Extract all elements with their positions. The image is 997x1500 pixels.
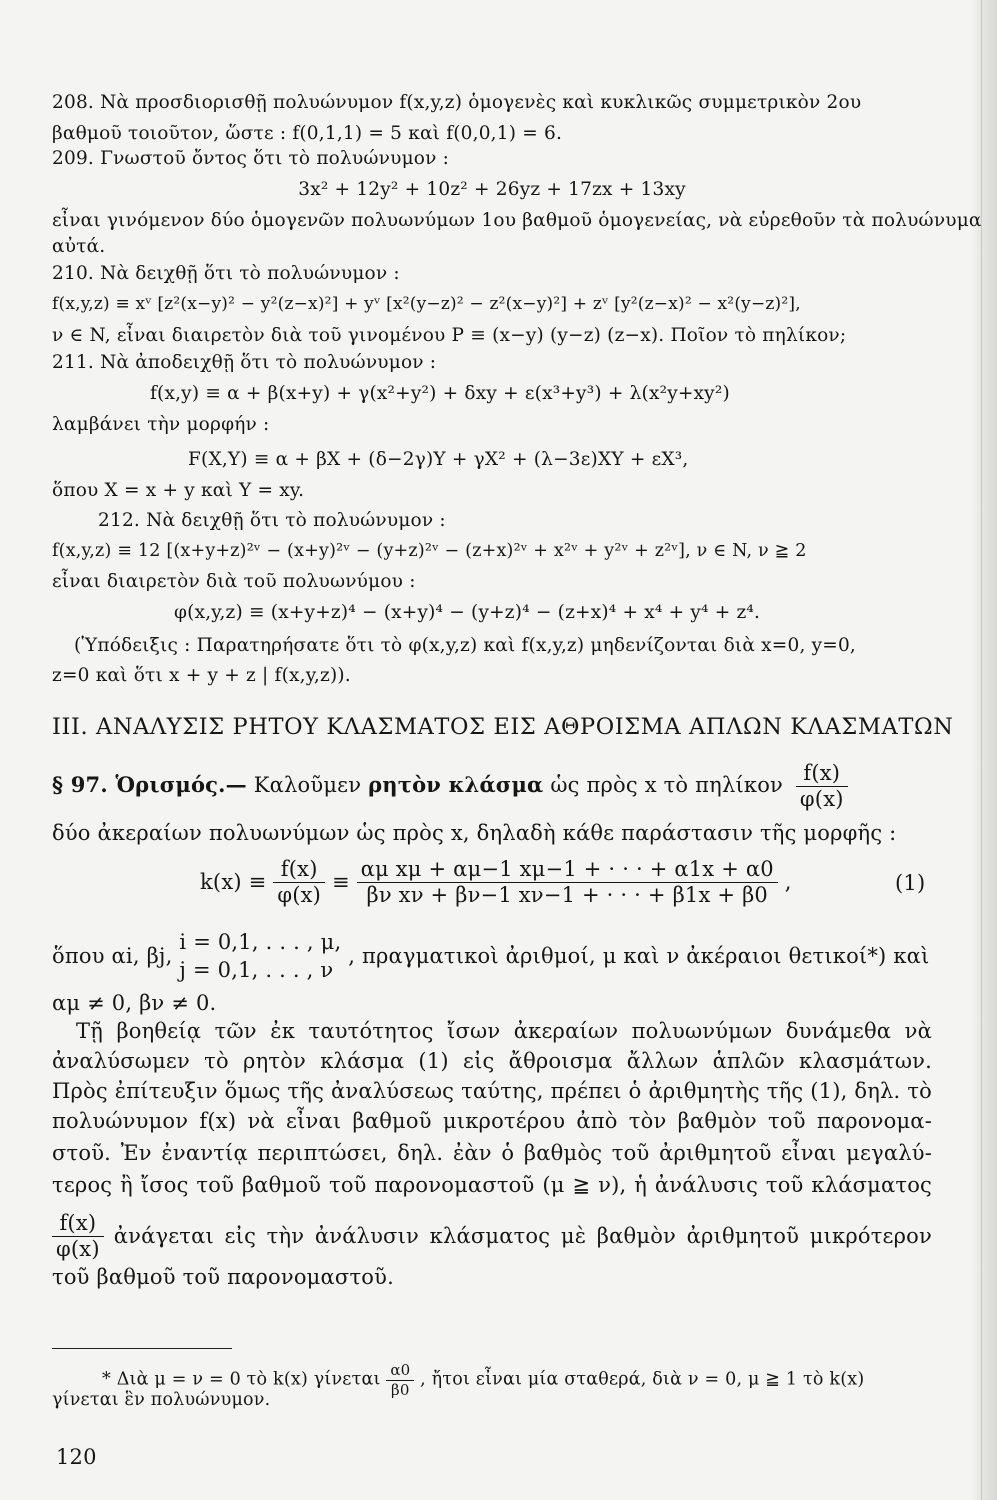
definition-text-b: ὡς πρὸς x τὸ πηλίκον bbox=[550, 773, 784, 798]
body-line-7 bbox=[52, 1212, 932, 1261]
where-clause-b: , πραγματικοὶ ἀριθμοί, μ καὶ ν ἀκέραιοι θετικοί*) καὶ bbox=[348, 943, 930, 968]
equation-1-right-denominator: βν xν + βν−1 xν−1 + · · · + β1x + β0 bbox=[366, 883, 768, 908]
body-line-3: Πρὸς ἐπίτευξιν ὅμως τῆς ἀναλύσεως ταύτης, πρέπει ὁ ἀριθμητὴς τῆς (1), δηλ. τὸ bbox=[52, 1079, 932, 1103]
problem-212-formula-1: f(x,y,z) ≡ 12 [(x+y+z)²ᵛ − (x+y)²ᵛ − (y+z)²ᵛ − (z+x)²ᵛ + x²ᵛ + y²ᵛ + z²ᵛ], ν ∈ N, ν ≧ 2 bbox=[52, 541, 807, 561]
problem-208-line-2: βαθμοῦ τοιοῦτον, ὥστε : f(0,1,1) = 5 καὶ f(0,0,1) = 6. bbox=[52, 123, 563, 144]
problem-210-line-1: 210. Νὰ δειχθῇ ὅτι τὸ πολυώνυμον : bbox=[52, 263, 400, 284]
equation-1-left-numerator: f(x) bbox=[273, 858, 325, 883]
definition-term: ρητὸν κλάσμα bbox=[368, 772, 544, 798]
equation-1-equiv: ≡ bbox=[331, 870, 350, 895]
problem-212-line-2: εἶναι διαιρετὸν διὰ τοῦ πολυωνύμου : bbox=[52, 571, 416, 592]
where-clause-a: ὅπου αi, βj, bbox=[52, 943, 173, 968]
footnote-fraction-denominator: β0 bbox=[391, 1380, 410, 1399]
footnote-text-a: * Διὰ μ = ν = 0 τὸ k(x) γίνεται bbox=[102, 1369, 381, 1390]
problem-209-line-2: εἶναι γινόμενον δύο ὁμογενῶν πολυωνύμων 1ου βαθμοῦ ὁμογενείας, νὰ εὑρεθοῦν τὰ πολυώνυμα bbox=[52, 210, 982, 231]
footnote-fraction bbox=[386, 1362, 414, 1398]
problem-211-formula-1: f(x,y) ≡ α + β(x+y) + γ(x²+y²) + δxy + ε(x³+y³) + λ(x²y+xy²) bbox=[150, 383, 730, 404]
problem-211-formula-2: F(X,Y) ≡ α + βX + (δ−2γ)Y + γX² + (λ−3ε)XY + εX³, bbox=[188, 449, 689, 470]
body-fraction-denominator: φ(x) bbox=[56, 1237, 100, 1262]
paragraph-title: § 97. Ὁρισμός.— bbox=[52, 772, 247, 798]
body-fraction bbox=[52, 1212, 104, 1261]
definition-fraction-denominator: φ(x) bbox=[799, 787, 844, 812]
definition-fraction bbox=[796, 762, 848, 811]
body-line-7-text: ἀνάγεται εἰς τὴν ἀνάλυσιν κλάσματος μὲ βαθμὸν ἀριθμητοῦ μικρότερον bbox=[113, 1224, 932, 1249]
equation-1-left-denominator: φ(x) bbox=[277, 883, 322, 908]
section-heading: III. ΑΝΑΛΥΣΙΣ ΡΗΤΟΥ ΚΛΑΣΜΑΤΟΣ ΕΙΣ ΑΘΡΟΙΣΜΑ ΑΠΛΩΝ ΚΛΑΣΜΑΤΩΝ bbox=[52, 714, 954, 740]
footnote-line-2: γίνεται ἓν πολυώνυμον. bbox=[52, 1390, 271, 1410]
equation-1-fraction-left bbox=[273, 858, 325, 907]
condition-line: αμ ≠ 0, βν ≠ 0. bbox=[52, 991, 217, 1015]
problem-212-formula-2: φ(x,y,z) ≡ (x+y+z)⁴ − (x+y)⁴ − (y+z)⁴ − (z+x)⁴ + x⁴ + y⁴ + z⁴. bbox=[174, 602, 761, 623]
problem-211-line-1: 211. Νὰ ἀποδειχθῇ ὅτι τὸ πολυώνυμον : bbox=[52, 352, 437, 373]
page-content bbox=[52, 0, 982, 1500]
where-index-j: j = 0,1, . . . , ν bbox=[179, 958, 334, 983]
where-clause bbox=[52, 928, 929, 985]
problem-210-formula: f(x,y,z) ≡ xᵛ [z²(x−y)² − y²(z−x)²] + yᵛ [x²(y−z)² − z²(x−y)²] + zᵛ [y²(z−x)² − x²(y−z)²], bbox=[52, 294, 801, 314]
page-number: 120 bbox=[56, 1445, 97, 1469]
equation-1-label: (1) bbox=[895, 871, 926, 895]
where-index-ranges bbox=[179, 928, 341, 985]
equation-1-comma: , bbox=[784, 870, 792, 895]
definition-line-2: δύο ἀκεραίων πολυωνύμων ὡς πρὸς x, δηλαδὴ κάθε παράστασιν τῆς μορφῆς : bbox=[52, 821, 897, 845]
where-index-i: i = 0,1, . . . , μ, bbox=[179, 930, 342, 954]
equation-1-right-numerator: αμ xμ + αμ−1 xμ−1 + · · · + α1x + α0 bbox=[357, 858, 778, 883]
problem-209-line-3: αὐτά. bbox=[52, 236, 106, 257]
footnote-rule bbox=[52, 1348, 232, 1349]
footnote-fraction-numerator: α0 bbox=[386, 1362, 414, 1381]
body-fraction-numerator: f(x) bbox=[52, 1212, 104, 1237]
equation-1-lhs: k(x) ≡ bbox=[200, 870, 267, 895]
body-line-2: ἀναλύσωμεν τὸ ρητὸν κλάσμα (1) εἰς ἄθροισμα ἄλλων ἁπλῶν κλασμάτων. bbox=[52, 1049, 932, 1073]
problem-211-line-2: λαμβάνει τὴν μορφήν : bbox=[52, 414, 270, 435]
body-line-4: πολυώνυμον f(x) νὰ εἶναι βαθμοῦ μικροτέρου ἀπὸ τὸν βαθμὸν τοῦ παρονομα- bbox=[52, 1109, 932, 1133]
problem-212-hint-line-1: (Ὑπόδειξις : Παρατηρήσατε ὅτι τὸ φ(x,y,z) καὶ f(x,y,z) μηδενίζονται διὰ x=0, y=0, bbox=[74, 635, 857, 656]
body-line-5: στοῦ. Ἐν ἐναντίᾳ περιπτώσει, δηλ. ἐὰν ὁ βαθμὸς τοῦ ἀριθμητοῦ εἶναι μεγαλύ- bbox=[52, 1141, 932, 1165]
equation-1 bbox=[200, 858, 792, 907]
problem-208-line-1: 208. Νὰ προσδιορισθῇ πολυώνυμον f(x,y,z) ὁμογενὲς καὶ κυκλικῶς συμμετρικὸν 2ου bbox=[52, 92, 862, 113]
problem-209-line-1: 209. Γνωστοῦ ὄντος ὅτι τὸ πολυώνυμον : bbox=[52, 148, 450, 169]
body-line-6: τερος ἢ ἴσος τοῦ βαθμοῦ τοῦ παρονομαστοῦ (μ ≧ ν), ἡ ἀνάλυσις τοῦ κλάσματος bbox=[52, 1173, 932, 1197]
definition-line-1 bbox=[52, 762, 932, 811]
definition-text-a: Καλοῦμεν bbox=[253, 773, 362, 798]
problem-212-line-1: 212. Νὰ δειχθῇ ὅτι τὸ πολυώνυμον : bbox=[98, 510, 446, 531]
problem-210-line-2: ν ∈ N, εἶναι διαιρετὸν διὰ τοῦ γινομένου P ≡ (x−y) (y−z) (z−x). Ποῖον τὸ πηλίκον; bbox=[52, 325, 847, 346]
equation-1-fraction-right bbox=[357, 858, 778, 907]
footnote-text-b: , ἤτοι εἶναι μία σταθερά, διὰ ν = 0, μ ≧ 1 τὸ k(x) bbox=[420, 1369, 865, 1390]
problem-211-line-3: ὅπου X = x + y καὶ Y = xy. bbox=[52, 480, 305, 501]
definition-fraction-numerator: f(x) bbox=[796, 762, 848, 787]
body-line-1: Τῇ βοηθείᾳ τῶν ἐκ ταυτότητος ἴσων ἀκεραίων πολυωνύμων δυνάμεθα νὰ bbox=[76, 1019, 932, 1043]
problem-209-formula: 3x² + 12y² + 10z² + 26yz + 17zx + 13xy bbox=[298, 179, 686, 200]
body-line-8: τοῦ βαθμοῦ τοῦ παρονομαστοῦ. bbox=[52, 1265, 394, 1289]
problem-212-hint-line-2: z=0 καὶ ὅτι x + y + z | f(x,y,z)). bbox=[52, 665, 351, 686]
